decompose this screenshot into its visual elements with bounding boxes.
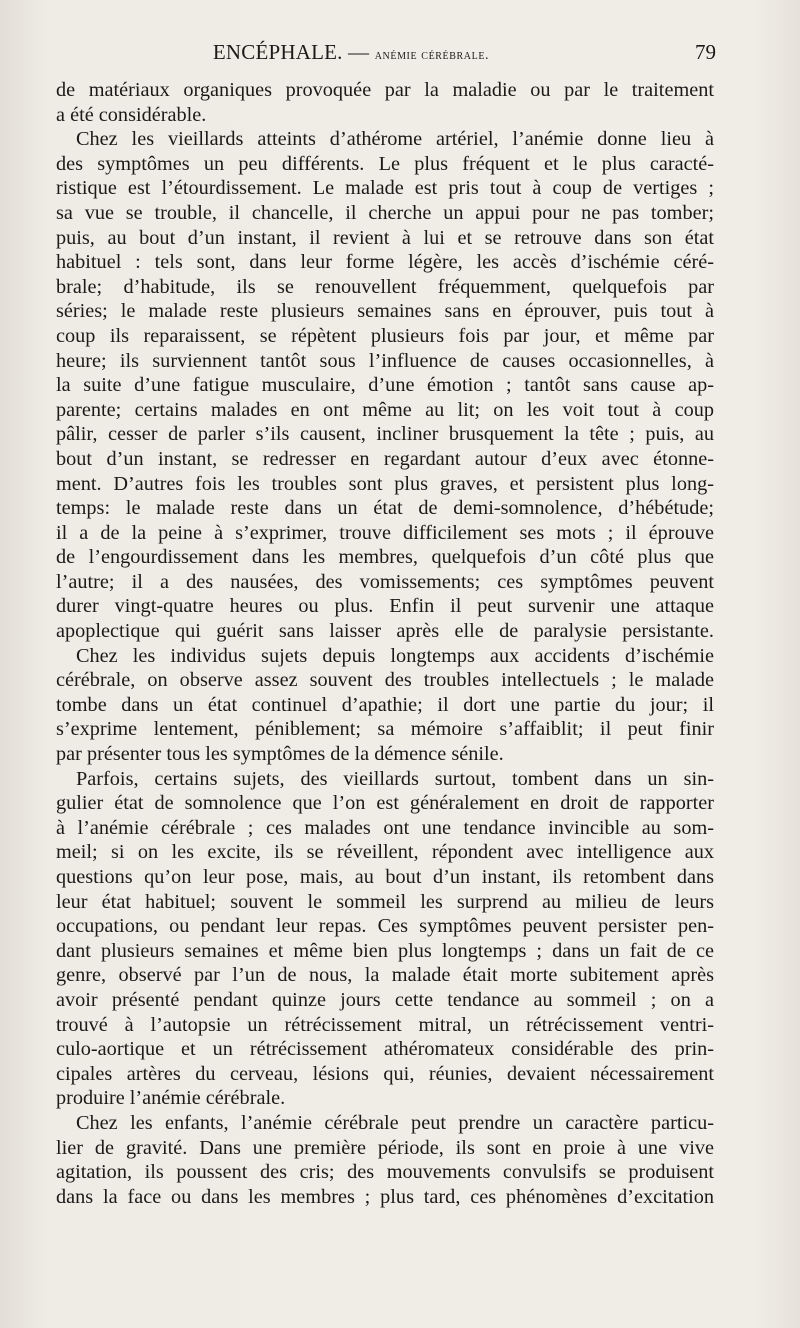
text-line: trouvé à l’autopsie un rétrécissement mitral, un rétrécissement ventri- [56, 1013, 714, 1036]
text-line: cipales artères du cerveau, lésions qui, réunies, devaient nécessairement [56, 1062, 714, 1085]
text-line: heure; ils surviennent tantôt sous l’influence de causes occasionnelles, à [56, 349, 714, 372]
text-line: leur état habituel; souvent le sommeil les surprend au milieu de leurs [56, 890, 714, 913]
text-line: de matériaux organiques provoquée par la maladie ou par le traitement [56, 79, 714, 101]
text-line: genre, observé par l’un de nous, la malade était morte subitement après [56, 964, 714, 987]
body-text [56, 78, 714, 1209]
text-line: ment. D’autres fois les troubles sont plus graves, et persistent plus long- [56, 472, 714, 495]
text-line: habituel : tels sont, dans leur forme légère, les accès d’ischémie céré- [56, 251, 714, 274]
text-line: s’exprime lentement, péniblement; sa mémoire s’affaiblit; il peut finir [56, 718, 714, 741]
text-line: Chez les vieillards atteints d’athérome artériel, l’anémie donne lieu à [76, 128, 714, 151]
text-line: tombe dans un état continuel d’apathie; il dort une partie du jour; il [56, 693, 714, 716]
text-line: cérébrale, on observe assez souvent des troubles intellectuels ; le malade [56, 669, 714, 692]
text-line: à l’anémie cérébrale ; ces malades ont une tendance invincible au som- [56, 816, 714, 839]
text-line: meil; si on les excite, ils se réveillent, répondent avec intelligence aux [56, 841, 714, 864]
text-line: coup ils reparaissent, se répètent plusieurs fois par jour, et même par [56, 324, 714, 347]
text-line: des symptômes un peu différents. Le plus fréquent et le plus caracté- [56, 152, 714, 175]
running-head-title: ENCÉPHALE. — [212, 40, 370, 64]
text-line: pâlir, cesser de parler s’ils causent, incliner brusquement la tête ; puis, au [56, 423, 714, 446]
text-line: bout d’un instant, se redresser en regardant autour d’eux avec étonne- [56, 447, 714, 470]
text-line: ristique est l’étourdissement. Le malade est pris tout à coup de vertiges ; [56, 177, 714, 200]
text-line: dant plusieurs semaines et même bien plus longtemps ; dans un fait de ce [56, 939, 714, 962]
text-line: la suite d’une fatigue musculaire, d’une émotion ; tantôt sans cause ap- [56, 374, 714, 397]
text-line: parente; certains malades en ont même au lit; on les voit tout à coup [56, 398, 714, 421]
text-line: Parfois, certains sujets, des vieillards surtout, tombent dans un sin- [76, 767, 714, 790]
text-line: temps: le malade reste dans un état de demi-somnolence, d’hébétude; [56, 497, 714, 520]
running-head [56, 40, 646, 65]
text-line: séries; le malade reste plusieurs semaines sans en éprouver, puis tout à [56, 300, 714, 323]
text-line: brale; d’habitude, ils se renouvellent fréquemment, quelquefois par [56, 275, 714, 298]
text-line: a été considérable. [56, 103, 207, 126]
text-line: sa vue se trouble, il chancelle, il cherche un appui pour ne pas tomber; [56, 201, 714, 224]
text-line: apoplectique qui guérit sans laisser après elle de paralysie persistante. [56, 620, 714, 643]
text-line: Chez les individus sujets depuis longtemps aux accidents d’ischémie [76, 644, 714, 667]
text-line: gulier état de somnolence que l’on est généralement en droit de rapporter [56, 792, 714, 815]
text-line: Chez les enfants, l’anémie cérébrale peut prendre un caractère particu- [76, 1111, 714, 1134]
page-header [56, 40, 716, 74]
text-line: agitation, ils poussent des cris; des mouvements convulsifs se produisent [56, 1161, 714, 1184]
page-number: 79 [695, 40, 716, 64]
text-line: culo-aortique et un rétrécissement athéromateux considérable des prin- [56, 1038, 714, 1061]
text-line: occupations, ou pendant leur repas. Ces symptômes peuvent persister pen- [56, 915, 714, 938]
text-line: puis, au bout d’un instant, il revient à lui et se retrouve dans son état [56, 226, 714, 249]
text-line: dans la face ou dans les membres ; plus tard, ces phénomènes d’excitation [56, 1185, 714, 1208]
running-head-subtitle: anémie cérébrale. [374, 48, 490, 63]
text-line: lier de gravité. Dans une première période, ils sont en proie à une vive [56, 1136, 714, 1159]
text-line: par présenter tous les symptômes de la démence sénile. [56, 743, 504, 766]
text-line: de l’engourdissement dans les membres, quelquefois d’un côté plus que [56, 546, 714, 569]
text-line: avoir présenté pendant quinze jours cette tendance au sommeil ; on a [56, 988, 714, 1011]
text-line: durer vingt-quatre heures ou plus. Enfin il peut survenir une attaque [56, 595, 714, 618]
text-line: produire l’anémie cérébrale. [56, 1087, 286, 1110]
text-line: il a de la peine à s’exprimer, trouve difficilement ses mots ; il éprouve [56, 521, 714, 544]
text-line: l’autre; il a des nausées, des vomissements; ces symptômes peuvent [56, 570, 714, 593]
text-line: questions qu’on leur pose, mais, au bout d’un instant, ils retombent dans [56, 866, 714, 888]
